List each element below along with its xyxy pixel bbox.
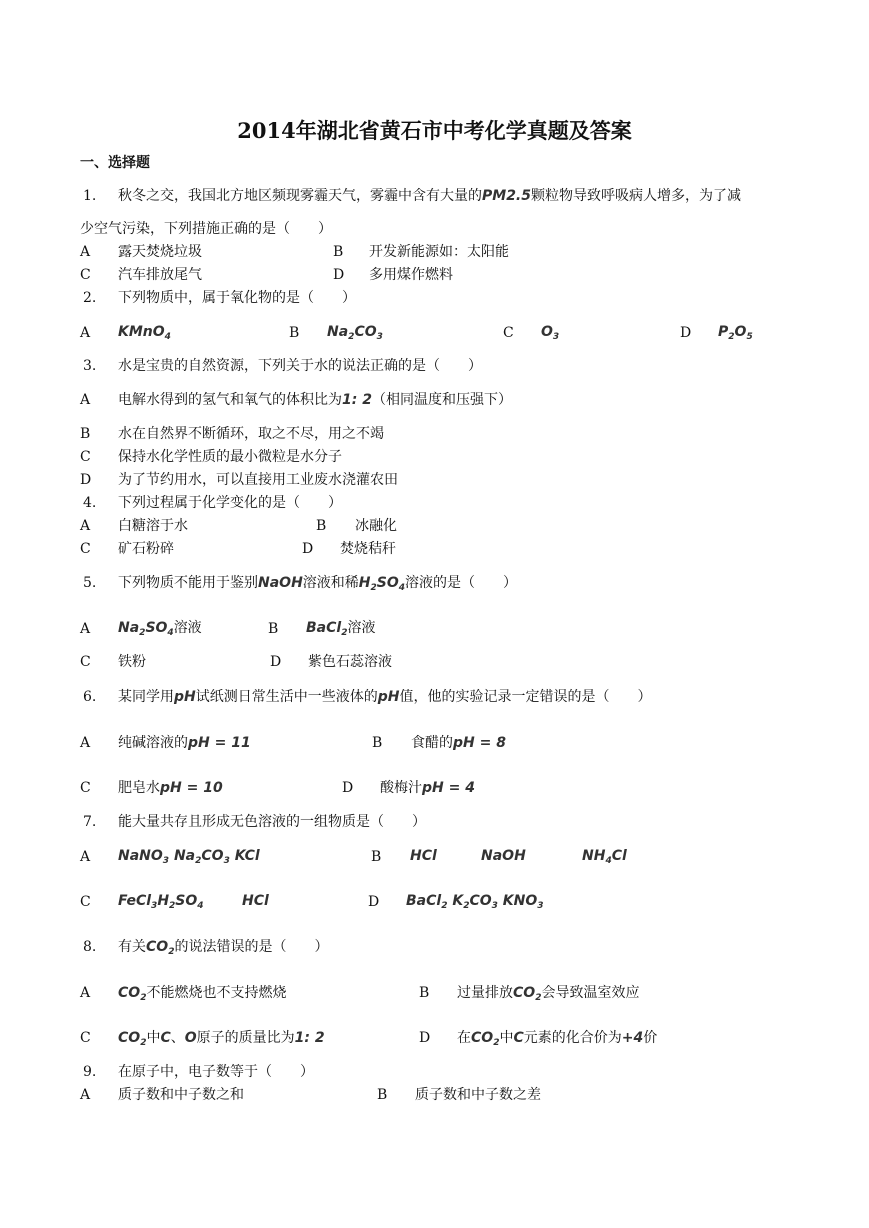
q9-number: 9. — [83, 1064, 97, 1080]
q4-option-a-letter: A — [80, 518, 91, 534]
q2-number: 2. — [83, 290, 97, 306]
q9-option-a-letter: A — [80, 1087, 91, 1103]
q6-option-b-letter: B — [372, 735, 383, 751]
q3-option-d-letter: D — [80, 472, 92, 488]
q7-option-c-formula-1: $FeCl_3H_2SO_4$ — [118, 893, 204, 911]
q3-option-a-letter: A — [80, 392, 91, 408]
q8-option-b: 过量排放$CO_2$会导致温室效应 — [457, 985, 640, 1003]
q7-option-c-formula-2: HCl — [242, 893, 269, 909]
q1-option-a: 露天焚烧垃圾 — [118, 244, 202, 260]
q1-option-b: 开发新能源如：太阳能 — [369, 244, 509, 260]
q8-option-d-letter: D — [419, 1030, 431, 1046]
q5-stem: 下列物质不能用于鉴别NaOH溶液和稀$H_2SO_4$溶液的是（ ） — [118, 575, 518, 593]
q8-option-c: $CO_2$中C、O原子的质量比为1: 2 — [118, 1030, 325, 1048]
q6-option-b: 食醋的pH = 8 — [411, 735, 506, 751]
q1-stem-line1: 秋冬之交，我国北方地区频现雾霾天气，雾霾中含有大量的PM2.5颗粒物导致呼吸病人增多，为了减 — [118, 188, 741, 204]
q7-option-a-letter: A — [80, 849, 91, 865]
q2-option-d-letter: D — [680, 325, 692, 341]
q5-option-a: $Na_2SO_4$溶液 — [118, 620, 202, 638]
q1-stem-line2: 少空气污染，下列措施正确的是（ ） — [80, 221, 332, 237]
q7-stem: 能大量共存且形成无色溶液的一组物质是（ ） — [118, 814, 426, 830]
q2-stem: 下列物质中，属于氧化物的是（ ） — [118, 290, 356, 306]
q5-option-c-letter: C — [80, 654, 91, 670]
q5-number: 5. — [83, 575, 97, 591]
q2-option-a-letter: A — [80, 325, 91, 341]
q3-stem: 水是宝贵的自然资源，下列关于水的说法正确的是（ ） — [118, 358, 482, 374]
q3-option-b: 水在自然界不断循环，取之不尽，用之不竭 — [118, 426, 384, 442]
q5-option-c: 铁粉 — [118, 654, 146, 670]
q7-option-c-letter: C — [80, 894, 91, 910]
q1-option-a-letter: A — [80, 244, 91, 260]
q8-stem: 有关$CO_2$的说法错误的是（ ） — [118, 939, 329, 957]
q7-number: 7. — [83, 814, 97, 830]
q9-stem: 在原子中，电子数等于（ ） — [118, 1064, 314, 1080]
q4-option-a: 白糖溶于水 — [118, 518, 188, 534]
q6-option-d-letter: D — [342, 780, 354, 796]
q3-option-c-letter: C — [80, 449, 91, 465]
q3-option-d: 为了节约用水，可以直接用工业废水浇灌农田 — [118, 472, 398, 488]
q8-number: 8. — [83, 939, 97, 955]
q4-option-c: 矿石粉碎 — [118, 541, 174, 557]
q4-option-c-letter: C — [80, 541, 91, 557]
q8-option-b-letter: B — [419, 985, 430, 1001]
q2-option-c-letter: C — [503, 325, 514, 341]
q1-option-b-letter: B — [333, 244, 344, 260]
q7-option-b-formula-1: HCl — [410, 848, 437, 864]
q8-option-a-letter: A — [80, 985, 91, 1001]
q8-option-c-letter: C — [80, 1030, 91, 1046]
document-title: 2014年湖北省黄石市中考化学真题及答案 — [237, 118, 632, 143]
q4-option-b-letter: B — [316, 518, 327, 534]
q2-option-b-formula: $Na_2CO_3$ — [327, 324, 383, 342]
q9-option-b: 质子数和中子数之差 — [415, 1087, 541, 1103]
q5-option-b: BaCl$_2$溶液 — [306, 620, 376, 638]
q9-option-b-letter: B — [377, 1087, 388, 1103]
q5-option-b-letter: B — [268, 621, 279, 637]
q3-option-a: 电解水得到的氢气和氧气的体积比为1: 2（相同温度和压强下） — [118, 392, 512, 408]
q3-option-b-letter: B — [80, 426, 91, 442]
q1-number: 1. — [83, 188, 97, 204]
q6-number: 6. — [83, 689, 97, 705]
q4-option-d-letter: D — [302, 541, 314, 557]
q6-option-d: 酸梅汁pH = 4 — [380, 780, 475, 796]
q4-option-d: 焚烧秸秆 — [340, 541, 396, 557]
q2-option-d-formula: $P_2O_5$ — [718, 324, 753, 342]
q1-option-d: 多用煤作燃料 — [369, 267, 453, 283]
q5-option-d: 紫色石蕊溶液 — [308, 654, 392, 670]
q2-option-c-formula: $O_3$ — [541, 324, 560, 342]
q1-option-c-letter: C — [80, 267, 91, 283]
q4-option-b: 冰融化 — [355, 518, 397, 534]
q6-option-c: 肥皂水pH = 10 — [118, 780, 223, 796]
section-heading: 一、选择题 — [80, 155, 150, 171]
q4-number: 4. — [83, 495, 97, 511]
q4-stem: 下列过程属于化学变化的是（ ） — [118, 495, 342, 511]
q7-option-d-letter: D — [368, 894, 380, 910]
q6-option-a-letter: A — [80, 735, 91, 751]
q7-option-d-formula: BaCl$_2$ $K_2CO_3$ $KNO_3$ — [406, 893, 544, 911]
q7-option-b-formula-2: NaOH — [481, 848, 526, 864]
q6-stem: 某同学用pH试纸测日常生活中一些液体的pH值，他的实验记录一定错误的是（ ） — [118, 689, 652, 705]
q1-option-d-letter: D — [333, 267, 345, 283]
q3-number: 3. — [83, 358, 97, 374]
q6-option-c-letter: C — [80, 780, 91, 796]
q5-option-a-letter: A — [80, 621, 91, 637]
q3-option-c: 保持水化学性质的最小微粒是水分子 — [118, 449, 342, 465]
q2-option-a-formula: KMnO$_4$ — [118, 324, 171, 342]
q7-option-a-formula: NaNO$_3$ $Na_2CO_3$ KCl — [118, 848, 260, 866]
q8-option-a: $CO_2$不能燃烧也不支持燃烧 — [118, 985, 287, 1003]
q9-option-a: 质子数和中子数之和 — [118, 1087, 244, 1103]
q1-option-c: 汽车排放尾气 — [118, 267, 202, 283]
q6-option-a: 纯碱溶液的pH = 11 — [118, 735, 251, 751]
q7-option-b-letter: B — [371, 849, 382, 865]
q7-option-b-formula-3: $NH_4Cl$ — [582, 848, 627, 866]
q5-option-d-letter: D — [270, 654, 282, 670]
q2-option-b-letter: B — [289, 325, 300, 341]
q8-option-d: 在$CO_2$中C元素的化合价为+4价 — [457, 1030, 658, 1048]
